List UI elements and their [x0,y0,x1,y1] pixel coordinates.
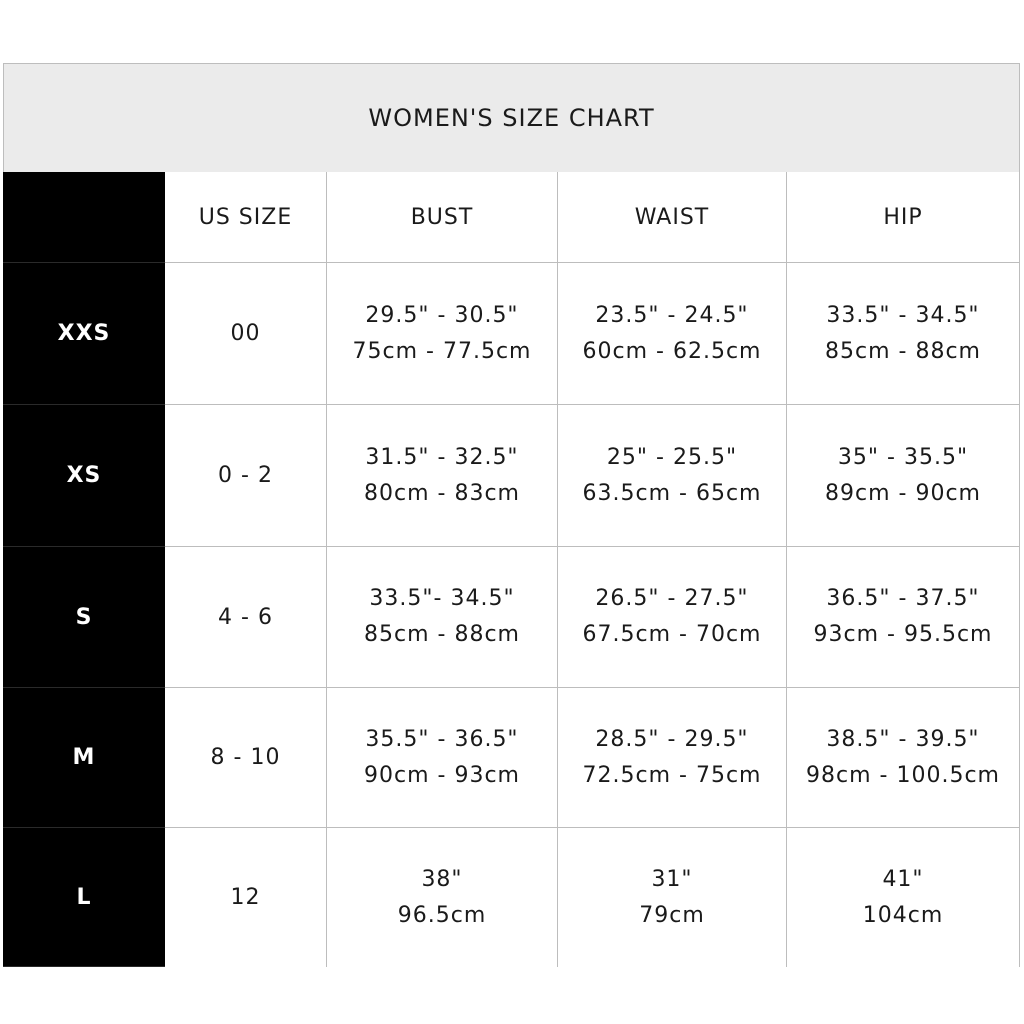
row-label-xxs: XXS [3,263,165,405]
waist-inches: 28.5" - 29.5" [595,726,749,752]
waist-inches: 26.5" - 27.5" [595,586,749,611]
bust-cell [327,688,558,828]
hip-cm: 104cm [862,902,944,928]
waist-cm: 67.5cm - 70cm [582,622,762,647]
hip-cm: 85cm - 88cm [825,338,981,364]
hip-cell [787,828,1020,967]
us-size-cell: 00 [165,263,327,405]
bust-inches: 31.5" - 32.5" [365,444,519,470]
waist-inches: 31" [651,866,693,892]
row-label-s: S [3,547,165,688]
hip-cm: 98cm - 100.5cm [806,762,1000,788]
header-waist: WAIST [558,172,787,263]
bust-cell [327,828,558,967]
hip-cell [787,263,1020,405]
bust-cm: 85cm - 88cm [364,622,520,647]
bust-cell [327,405,558,547]
bust-cm: 75cm - 77.5cm [352,338,532,364]
bust-inches: 33.5"- 34.5" [369,586,515,611]
hip-inches: 35" - 35.5" [837,444,969,470]
row-label-l: L [3,828,165,967]
waist-cell [558,547,787,688]
header-hip: HIP [787,172,1020,263]
us-size-cell: 12 [165,828,327,967]
waist-inches: 25" - 25.5" [606,444,738,470]
us-size-cell: 0 - 2 [165,405,327,547]
waist-cm: 72.5cm - 75cm [582,762,762,788]
bust-cell [327,263,558,405]
waist-cell [558,263,787,405]
bust-cm: 90cm - 93cm [364,762,520,788]
row-label-m: M [3,688,165,828]
header-corner [3,172,165,263]
bust-cell [327,547,558,688]
row-label-xs: XS [3,405,165,547]
us-size-cell: 8 - 10 [165,688,327,828]
bust-cm: 80cm - 83cm [364,480,520,506]
size-chart [3,63,1020,967]
size-table [3,172,1020,967]
hip-cm: 93cm - 95.5cm [813,622,993,647]
waist-cell [558,405,787,547]
hip-inches: 38.5" - 39.5" [826,726,980,752]
hip-cell [787,405,1020,547]
hip-inches: 36.5" - 37.5" [826,586,980,611]
waist-cm: 60cm - 62.5cm [582,338,762,364]
hip-cell [787,547,1020,688]
waist-cell [558,688,787,828]
header-us-size: US SIZE [165,172,327,263]
bust-cm: 96.5cm [397,902,487,928]
waist-cm: 63.5cm - 65cm [582,480,762,506]
hip-inches: 41" [882,866,924,892]
us-size-cell: 4 - 6 [165,547,327,688]
hip-inches: 33.5" - 34.5" [826,302,980,328]
bust-inches: 29.5" - 30.5" [365,302,519,328]
hip-cm: 89cm - 90cm [825,480,981,506]
waist-cm: 79cm [639,902,705,928]
bust-inches: 38" [421,866,463,892]
bust-inches: 35.5" - 36.5" [365,726,519,752]
header-bust: BUST [327,172,558,263]
waist-cell [558,828,787,967]
chart-title: WOMEN'S SIZE CHART [3,63,1020,173]
hip-cell [787,688,1020,828]
waist-inches: 23.5" - 24.5" [595,302,749,328]
